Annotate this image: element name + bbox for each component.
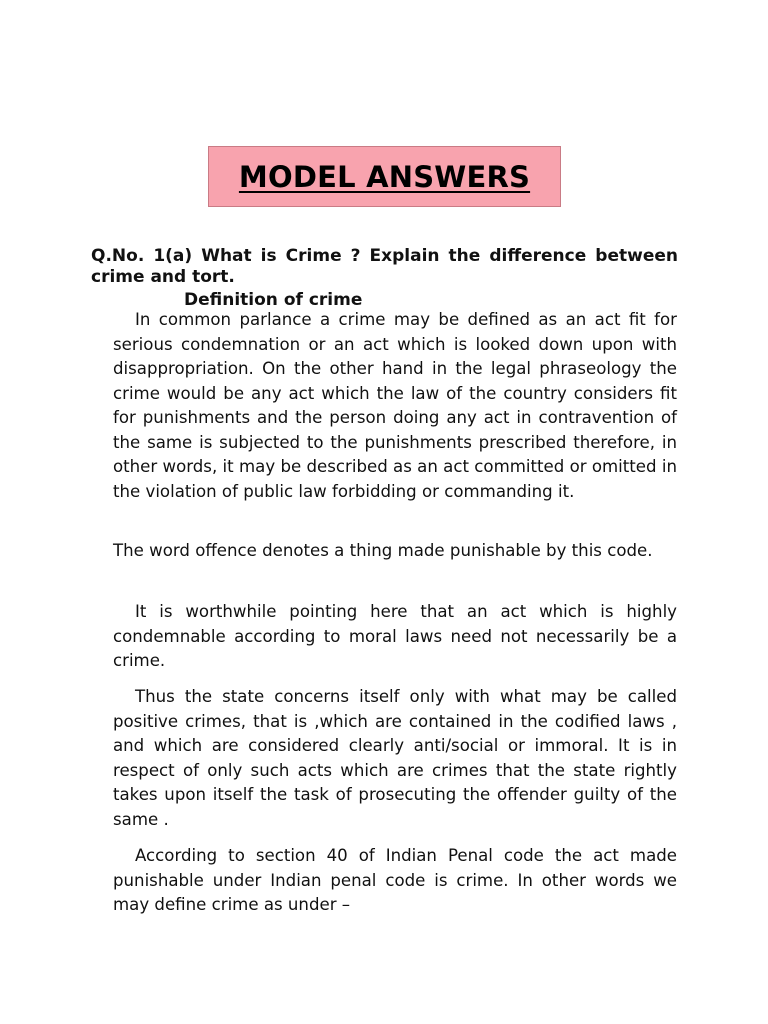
paragraph: According to section 40 of Indian Penal code the act made punishable under Indian penal code is crime. In other words we may define crime as under – [113,846,677,914]
page-title: MODEL ANSWERS [238,159,531,194]
section-subheading: Definition of crime [184,290,363,310]
paragraph: Thus the state concerns itself only with what may be called positive crimes, that is ,which are contained in the codified laws , and which are considered clearly anti/social or immoral. It is in respect of only such acts which are crimes that the state rightly takes upon itself the task of prosecuting the offender guilty of the same . [113,687,677,829]
paragraph: In common parlance a crime may be defined as an act fit for serious condemnation or an act which is looked down upon with disappropriation. On the other hand in the legal phraseology the crime would be any act which the law of the country considers fit for punishments and the person doing any act in contravention of the same is subjected to the punishments prescribed therefore, in other words, it may be described as an act committed or omitted in the violation of public law forbidding or commanding it. [113,310,677,501]
title-banner [208,146,561,207]
question-heading: Q.No. 1(a) What is Crime ? Explain the difference between crime and tort. [91,246,678,287]
paragraph: It is worthwhile pointing here that an act which is highly condemnable according to moral laws need not necessarily be a crime. [113,602,677,670]
paragraph: The word offence denotes a thing made punishable by this code. [113,541,653,560]
